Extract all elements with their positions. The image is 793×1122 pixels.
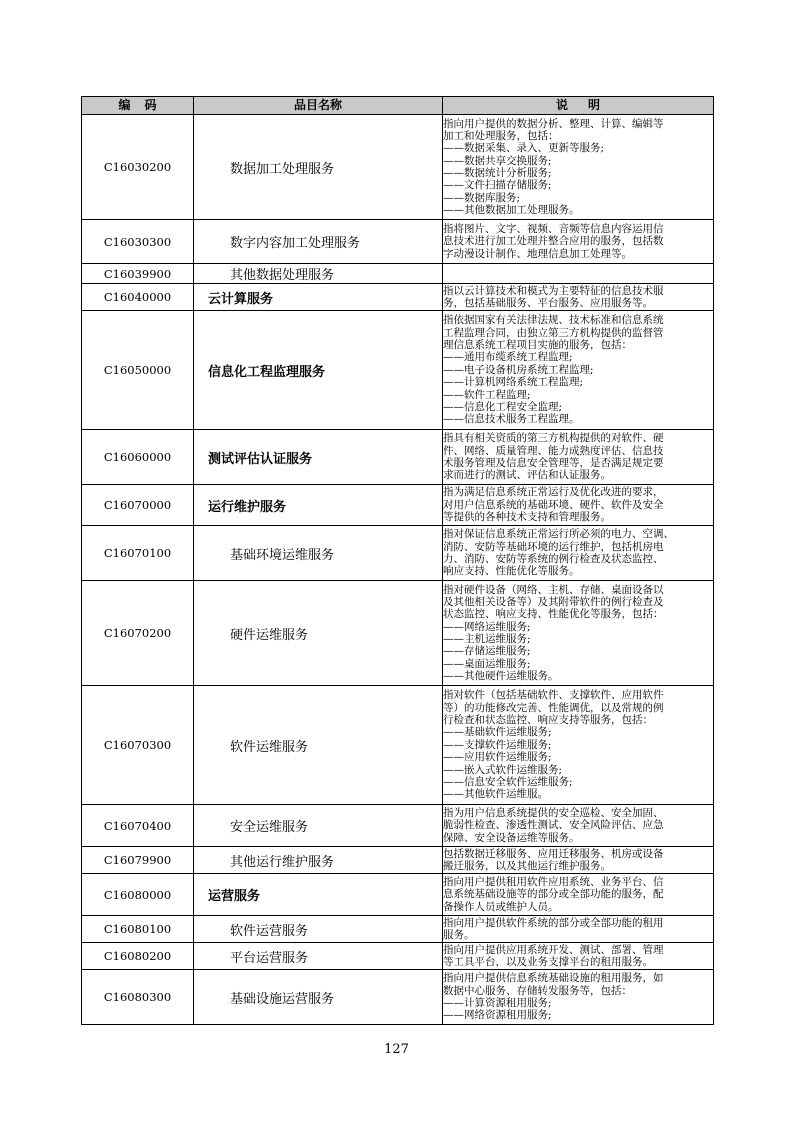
description-line: 加工和处理服务，包括：: [443, 129, 559, 142]
item-name: 平台运营服务: [194, 943, 443, 970]
item-code: C16030300: [82, 220, 194, 264]
item-description: [443, 430, 714, 485]
table-row: [82, 970, 714, 1025]
table-body: [82, 115, 714, 1025]
table-row: [82, 581, 714, 686]
description-line: 状态监控、响应支持、性能优化等服务，包括：: [443, 608, 664, 621]
item-name: 其他数据处理服务: [194, 264, 443, 284]
description-line: ——基础软件运维服务;: [443, 726, 552, 739]
item-name: 运营服务: [194, 874, 443, 916]
description-line: 保障、安全设备运维等服务。: [443, 831, 580, 844]
table-row: [82, 686, 714, 805]
description-line: ——数据库服务;: [443, 191, 521, 204]
table-row: [82, 874, 714, 916]
description-line: 等提供的各种技术支持和管理服务。: [443, 511, 611, 524]
item-code: C16070300: [82, 686, 194, 805]
item-name: 软件运维服务: [194, 686, 443, 805]
description-line: 脆弱性检查、渗透性测试、安全风险评估、应急: [443, 819, 664, 832]
description-line: 工程监理合同，由独立第三方机构提供的监督管: [443, 326, 664, 339]
item-name: 其他运行维护服务: [194, 847, 443, 874]
description-line: ——嵌入式软件运维服务;: [443, 763, 563, 776]
description-line: 指依据国家有关法律法规、技术标准和信息系统: [443, 314, 664, 327]
item-name: 数字内容加工处理服务: [194, 220, 443, 264]
description-line: 指将图片、文字、视频、音频等信息内容运用信: [443, 222, 664, 235]
item-code: C16080000: [82, 874, 194, 916]
table-row: [82, 430, 714, 485]
page-number: 127: [384, 1042, 409, 1057]
table-row: [82, 284, 714, 311]
description-line: 包括数据迁移服务、应用迁移服务、机房或设备: [443, 847, 664, 860]
description-line: ——支撑软件运维服务;: [443, 738, 552, 751]
header-name: 品目名称: [194, 97, 443, 115]
item-description: [443, 220, 714, 264]
item-description: [443, 805, 714, 847]
item-name: 测试评估认证服务: [194, 430, 443, 485]
item-description: [443, 874, 714, 916]
description-line: ——存储运维服务;: [443, 645, 531, 658]
item-description: [443, 943, 714, 970]
description-line: ——数据共享交换服务;: [443, 154, 552, 167]
description-line: ——其他数据加工处理服务。: [443, 204, 580, 217]
description-line: 字动漫设计制作、地理信息加工处理等。: [443, 247, 632, 260]
item-description: [443, 581, 714, 686]
table-row: [82, 264, 714, 284]
item-code: C16050000: [82, 311, 194, 430]
item-code: C16070000: [82, 485, 194, 526]
item-description: [443, 485, 714, 526]
description-line: 理信息系统工程项目实施的服务，包括：: [443, 339, 632, 352]
item-description: [443, 916, 714, 943]
description-line: ——其他软件运维服。: [443, 788, 548, 801]
description-line: 备操作人员或维护人员。: [443, 900, 559, 913]
description-line: 指向用户提供软件系统的部分或全部功能的租用: [443, 916, 664, 929]
description-line: ——网络资源租用服务;: [443, 1009, 552, 1022]
item-description: [443, 115, 714, 220]
description-line: ——数据采集、录入、更新等服务;: [443, 142, 605, 155]
description-line: 行检查和状态监控、响应支持等服务，包括：: [443, 714, 653, 727]
item-name: 信息化工程监理服务: [194, 311, 443, 430]
table-row: [82, 943, 714, 970]
item-code: C16080200: [82, 943, 194, 970]
description-line: ——桌面运维服务;: [443, 657, 531, 670]
item-description: [443, 311, 714, 430]
table-row: [82, 220, 714, 264]
item-code: C16040000: [82, 284, 194, 311]
description-line: ——计算资源租用服务;: [443, 997, 552, 1009]
description-line: 指为满足信息系统正常运行及优化改进的要求，: [443, 486, 664, 499]
description-line: ——电子设备机房系统工程监理;: [443, 363, 594, 376]
item-code: C16030200: [82, 115, 194, 220]
description-line: ——网络运维服务;: [443, 620, 531, 633]
item-code: C16079900: [82, 847, 194, 874]
description-line: 响应支持、性能优化等服务。: [443, 565, 580, 578]
item-code: C16039900: [82, 264, 194, 284]
description-line: ——应用软件运维服务;: [443, 751, 552, 764]
description-line: ——主机运维服务;: [443, 633, 531, 645]
item-name: 基础设施运营服务: [194, 970, 443, 1025]
description-line: 指对硬件设备（网络、主机、存储、桌面设备以: [443, 583, 664, 596]
description-line: 消防、安防等基础环境的运行维护，包括机房电: [443, 540, 664, 553]
table-row: [82, 526, 714, 581]
header-code: 编码: [82, 97, 194, 115]
item-description: [443, 970, 714, 1025]
item-description: [443, 284, 714, 311]
description-line: 务，包括基础服务、平台服务、应用服务等。: [443, 297, 653, 309]
catalog-table: [81, 96, 714, 1025]
item-name: 运行维护服务: [194, 485, 443, 526]
table-header-row: [82, 97, 714, 115]
description-line: 指向用户提供租用软件应用系统、业务平台、信: [443, 875, 664, 888]
description-line: 对用户信息系统的基础环境、硬件、软件及安全: [443, 498, 664, 511]
description-line: 指对软件（包括基础软件、支撑软件、应用软件: [443, 689, 664, 702]
description-line: ——计算机网络系统工程监理;: [443, 376, 584, 389]
description-line: 件、网络、质量管理、能力成熟度评估、信息技: [443, 444, 664, 457]
description-line: ——信息化工程安全监理;: [443, 400, 563, 413]
description-line: 力、消防、安防等系统的例行检查及状态监控、: [443, 553, 664, 565]
table-row: [82, 805, 714, 847]
item-code: C16060000: [82, 430, 194, 485]
description-line: 术服务管理及信息安全管理等，是否满足规定要: [443, 457, 664, 469]
item-description: [443, 526, 714, 581]
table-row: [82, 485, 714, 526]
description-line: 搬迁服务，以及其他运行维护服务。: [443, 860, 611, 872]
item-code: C16080300: [82, 970, 194, 1025]
description-line: ——软件工程监理;: [443, 388, 531, 401]
item-name: 硬件运维服务: [194, 581, 443, 686]
item-name: 基础环境运维服务: [194, 526, 443, 581]
description-line: 数据中心服务、存储转发服务等，包括：: [443, 984, 632, 997]
item-code: C16070100: [82, 526, 194, 581]
description-line: 指向用户提供应用系统开发、测试、部署、管理: [443, 943, 664, 956]
item-name: 云计算服务: [194, 284, 443, 311]
table-row: [82, 916, 714, 943]
item-code: C16070200: [82, 581, 194, 686]
description-line: ——信息技术服务工程监理。: [443, 413, 580, 426]
table-row: [82, 115, 714, 220]
item-description: [443, 264, 714, 284]
item-description: [443, 847, 714, 874]
description-line: 等）的功能修改完善、性能调优，以及常规的例: [443, 701, 664, 714]
item-name: 软件运营服务: [194, 916, 443, 943]
description-line: 服务。: [443, 929, 475, 941]
description-line: ——文件扫描存储服务;: [443, 179, 552, 192]
table-row: [82, 311, 714, 430]
description-line: ——其他硬件运维服务。: [443, 670, 559, 683]
description-line: ——数据统计分析服务;: [443, 167, 552, 179]
item-code: C16070400: [82, 805, 194, 847]
description-line: 息系统基础设施等的部分或全部功能的服务，配: [443, 888, 664, 901]
table-row: [82, 847, 714, 874]
description-line: 指向用户提供的数据分析、整理、计算、编辑等: [443, 117, 664, 130]
description-line: ——通用布缆系统工程监理;: [443, 351, 573, 364]
header-description: 说明: [443, 97, 714, 115]
description-line: 指具有相关资质的第三方机构提供的对软件、硬: [443, 432, 664, 445]
item-name: 数据加工处理服务: [194, 115, 443, 220]
description-line: 指向用户提供信息系统基础设施的租用服务，如: [443, 972, 664, 985]
item-description: [443, 686, 714, 805]
item-name: 安全运维服务: [194, 805, 443, 847]
description-line: ——信息安全软件运维服务;: [443, 775, 573, 788]
description-line: 等工具平台，以及业务支撑平台的租用服务。: [443, 956, 653, 968]
description-line: 指对保证信息系统正常运行所必须的电力、空调、: [443, 528, 674, 541]
description-line: 指为用户信息系统提供的安全巡检、安全加固、: [443, 806, 664, 819]
description-line: 指以云计算技术和模式为主要特征的信息技术服: [443, 284, 664, 297]
description-line: 求而进行的测试、评估和认证服务。: [443, 469, 611, 482]
description-line: 及其他相关设备等）及其附带软件的例行检查及: [443, 595, 664, 608]
description-line: 息技术进行加工处理并整合应用的服务，包括数: [443, 235, 664, 248]
item-code: C16080100: [82, 916, 194, 943]
